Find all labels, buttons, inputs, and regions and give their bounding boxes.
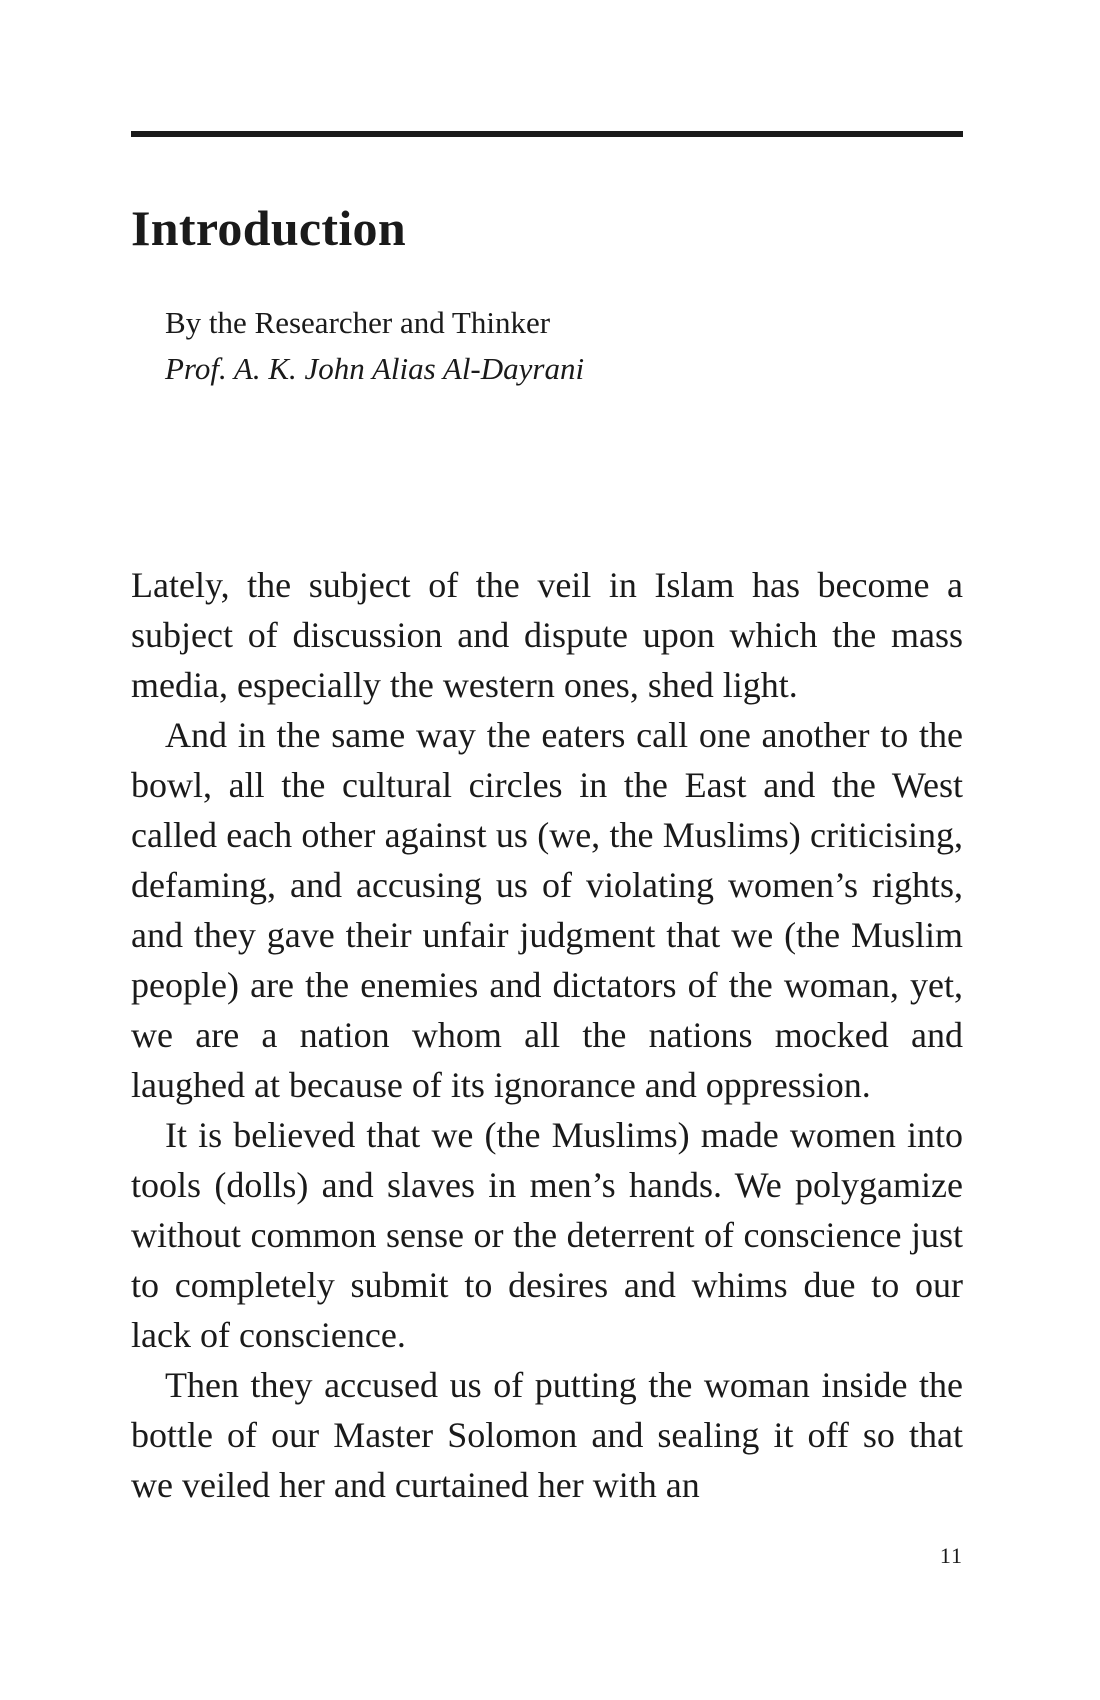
page-number: 11 — [939, 1543, 963, 1568]
chapter-title: Introduction — [131, 200, 406, 256]
body-text — [131, 560, 963, 1510]
paragraph: And in the same way the eaters call one another to the bowl, all the cultural circles in the East and the West called each other against us (we, the Muslims) criticising, defaming, and accusing us of violating women’s rights, and they gave their unfair judgment that we (the Muslim people) are the enemies and dictators of the woman, yet, we are a nation whom all the nations mocked and laughed at because of its ignorance and oppression. — [131, 715, 963, 1105]
paragraph: Lately, the subject of the veil in Islam has become a subject of discussion and dispute upon which the mass media, especially the western ones, shed light. — [131, 565, 963, 705]
paragraph: It is believed that we (the Muslims) made women into tools (dolls) and slaves in men’s hands. We polygamize without common sense or the deterrent of conscience just to completely submit to desires and whims due to our lack of conscience. — [131, 1115, 963, 1355]
chapter-top-rule — [131, 131, 963, 137]
byline — [165, 300, 584, 392]
byline-author: Prof. A. K. John Alias Al-Dayrani — [165, 351, 585, 386]
byline-role: By the Researcher and Thinker — [165, 305, 551, 340]
paragraph: Then they accused us of putting the woman inside the bottle of our Master Solomon and sealing it off so that we veiled her and curtained her with an — [131, 1365, 963, 1505]
